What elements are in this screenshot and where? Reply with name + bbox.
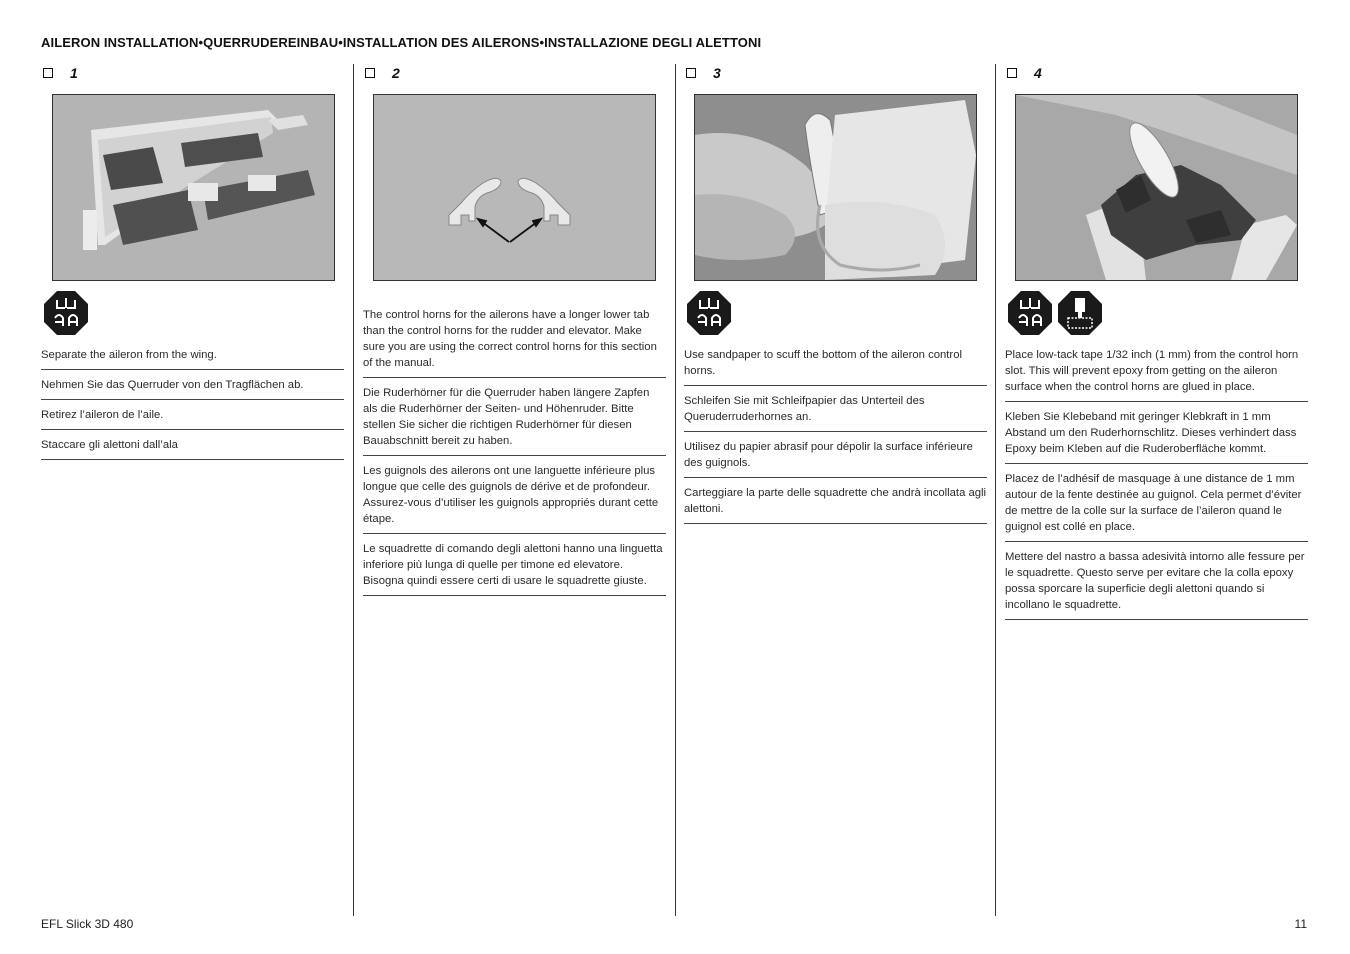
instruction-german: Schleifen Sie mit Schleifpapier das Unterteil des Queruderruderhornes an. xyxy=(684,390,987,432)
step-4-column xyxy=(1005,64,1308,611)
step-3-header xyxy=(684,64,987,82)
instruction-french: Utilisez du papier abrasif pour dépolir la surface inférieure des guignols. xyxy=(684,436,987,478)
instruction-english: The control horns for the ailerons have a longer lower tab than the control horns for the rudder and elevator. Make sure you are using the correct control horns for this section of the manual. xyxy=(363,304,666,378)
column-divider xyxy=(353,64,354,916)
column-divider xyxy=(675,64,676,916)
masking-tape-photo xyxy=(1015,94,1298,281)
column-divider xyxy=(995,64,996,916)
step-2-checkbox[interactable] xyxy=(365,68,375,78)
control-horns-photo xyxy=(373,94,656,281)
instruction-english: Separate the aileron from the wing. xyxy=(41,344,344,370)
instruction-german: Kleben Sie Klebeband mit geringer Klebkraft in 1 mm Abstand um den Ruderhornschlitz. Dieses verhindert dass Epoxy beim Kleben auf die Ruderoberfläche kommt. xyxy=(1005,406,1308,464)
cutting-tool-icon xyxy=(43,290,89,336)
step-1-number: 1 xyxy=(70,65,78,81)
step-3-number: 3 xyxy=(713,65,721,81)
wing-with-ailerons-photo xyxy=(52,94,335,281)
instruction-english: Place low-tack tape 1/32 inch (1 mm) from the control horn slot. This will prevent epoxy from getting on the aileron surface when the control horns are glued in place. xyxy=(1005,344,1308,402)
instruction-french: Les guignols des ailerons ont une languette inférieure plus longue que celle des guignols de dérive et de profondeur. Assurez-vous d’utiliser les guignols appropriés durant cette étape. xyxy=(363,460,666,534)
step-1-instructions xyxy=(41,344,344,464)
instruction-english: Use sandpaper to scuff the bottom of the aileron control horns. xyxy=(684,344,987,386)
instruction-italian: Mettere del nastro a bassa adesività intorno alle fessure per le squadrette. Questo serve per evitare che la colla epoxy possa sporcare la superficie degli alettoni quando si incollano le squadrette. xyxy=(1005,546,1308,620)
step-1-icons xyxy=(43,290,89,336)
step-2-column xyxy=(363,64,666,587)
step-2-header xyxy=(363,64,666,82)
step-4-instructions xyxy=(1005,344,1308,624)
manual-name: EFL Slick 3D 480 xyxy=(41,917,134,931)
page-title: AILERON INSTALLATION•QUERRUDEREINBAU•INSTALLATION DES AILERONS•INSTALLAZIONE DEGLI ALETTONI xyxy=(41,35,762,50)
step-4-checkbox[interactable] xyxy=(1007,68,1017,78)
instruction-french: Placez de l’adhésif de masquage à une distance de 1 mm autour de la fente destinée au guignol. Cela permet d’éviter de mettre de la colle sur la surface de l’aileron quand le guignol est collé en place. xyxy=(1005,468,1308,542)
step-2-instructions xyxy=(363,304,666,600)
step-3-icons xyxy=(686,290,732,336)
sanding-horn-photo xyxy=(694,94,977,281)
step-4-icons xyxy=(1007,290,1103,336)
step-4-header xyxy=(1005,64,1308,82)
instruction-italian: Carteggiare la parte delle squadrette che andrà incollata agli alettoni. xyxy=(684,482,987,524)
step-3-column xyxy=(684,64,987,515)
instruction-italian: Le squadrette di comando degli alettoni hanno una linguetta inferiore più lunga di quelle per timone ed elevatore. Bisogna quindi essere certi di usare le squadrette giuste. xyxy=(363,538,666,596)
step-1-column xyxy=(41,64,344,451)
step-3-instructions xyxy=(684,344,987,528)
cutting-tool-icon xyxy=(1007,290,1053,336)
step-2-number: 2 xyxy=(392,65,400,81)
step-4-number: 4 xyxy=(1034,65,1042,81)
instruction-german: Die Ruderhörner für die Querruder haben längere Zapfen als die Ruderhörner der Seiten- und Höhenruder. Bitte stellen Sie sicher die richtigen Ruderhörner für diesen Bauabschnitt bereit zu haben. xyxy=(363,382,666,456)
step-1-checkbox[interactable] xyxy=(43,68,53,78)
page-number: 11 xyxy=(1294,917,1307,931)
cutting-tool-icon xyxy=(686,290,732,336)
step-3-checkbox[interactable] xyxy=(686,68,696,78)
step-1-header xyxy=(41,64,344,82)
instruction-french: Retirez l’aileron de l’aile. xyxy=(41,404,344,430)
instruction-german: Nehmen Sie das Querruder von den Tragflächen ab. xyxy=(41,374,344,400)
instruction-italian: Staccare gli alettoni dall’ala xyxy=(41,434,344,460)
glue-icon xyxy=(1057,290,1103,336)
